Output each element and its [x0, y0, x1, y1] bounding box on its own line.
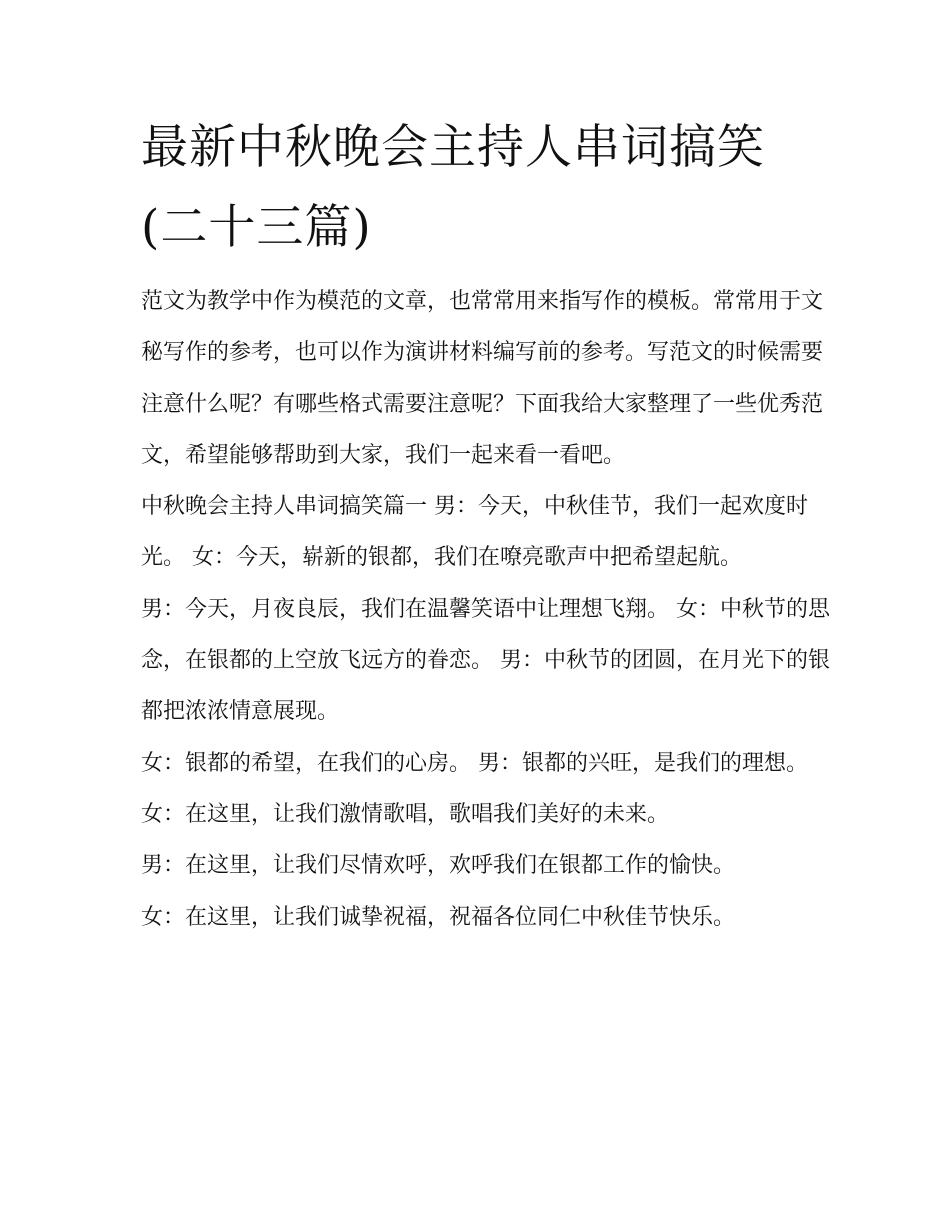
script-paragraph: 男：在这里，让我们尽情欢呼，欢呼我们在银都工作的愉快。: [141, 853, 736, 879]
intro-paragraph: 范文为教学中作为模范的文章，也常常用来指写作的模板。常常用于文秘写作的参考，也可以作为演讲材料编写前的参考。写范文的时候需要注意什么呢？有哪些格式需要注意呢？下面我给大家整理了一些优秀范文，希望能够帮助到大家，我们一起来看一看吧。: [141, 289, 824, 468]
document-title: [141, 108, 831, 268]
title-line-1: 最新中秋晚会主持人串词搞笑: [141, 120, 765, 175]
document-body: [141, 276, 831, 943]
script-paragraph: 中秋晚会主持人串词搞笑篇一 男：今天，中秋佳节，我们一起欢度时光。 女：今天，崭新的银都，我们在嘹亮歌声中把希望起航。: [141, 494, 808, 571]
script-paragraph: 男：今天，月夜良辰，我们在温馨笑语中让理想飞翔。 女：中秋节的思念，在银都的上空放飞远方的眷恋。 男：中秋节的团圆，在月光下的银都把浓浓情意展现。: [141, 596, 830, 725]
script-paragraph: 女：银都的希望，在我们的心房。 男：银都的兴旺，是我们的理想。 女：在这里，让我们激情歌唱，歌唱我们美好的未来。: [141, 750, 808, 827]
title-line-2: (二十三篇): [141, 200, 372, 255]
script-paragraph: 女：在这里，让我们诚挚祝福，祝福各位同仁中秋佳节快乐。: [141, 904, 736, 930]
